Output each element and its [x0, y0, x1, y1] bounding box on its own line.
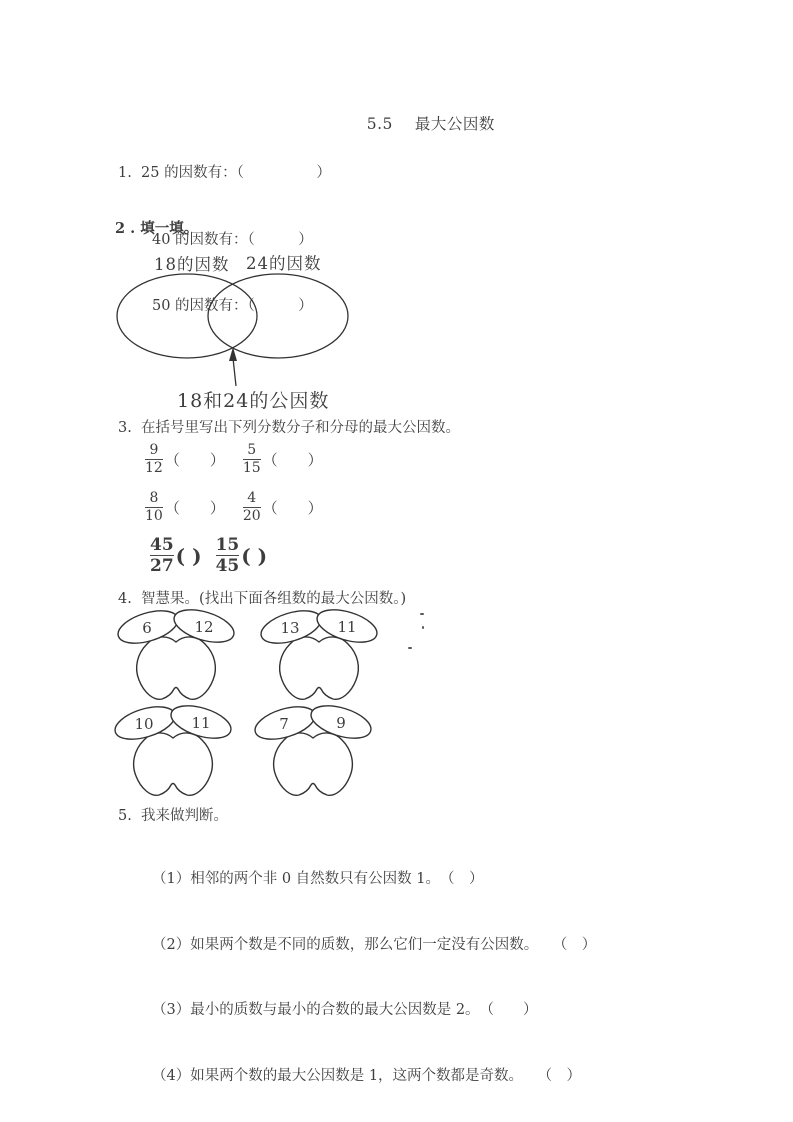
fraction-denominator: 20	[242, 508, 261, 524]
answer-parens: （ ）	[164, 451, 225, 469]
q5-item-3: （3）最小的质数与最小的合数的最大公因数是 2。 （ ）	[152, 1002, 538, 1019]
apple-body	[274, 733, 353, 795]
fraction-numerator: 5	[247, 442, 257, 458]
fraction-numerator: 9	[149, 442, 159, 458]
fraction-denominator: 45	[215, 556, 240, 576]
scan-artifact	[422, 626, 424, 629]
venn-left-ellipse	[117, 274, 257, 358]
question-5-items	[152, 829, 596, 1122]
fraction-row-1	[145, 443, 341, 476]
fraction-denominator: 12	[145, 460, 163, 476]
apple-left-number: 7	[279, 715, 289, 733]
apple-body	[134, 733, 213, 795]
fraction-row-2	[145, 491, 341, 524]
venn-arrow-label: 18和24的公因数	[177, 390, 330, 412]
fraction	[243, 443, 261, 476]
fraction-numerator: 4	[247, 490, 257, 506]
page-title	[345, 94, 495, 152]
apple-right-number: 9	[336, 714, 346, 732]
q5-item-4: （4）如果两个数的最大公因数是 1，这两个数都是奇数。 （ ）	[152, 1068, 582, 1085]
venn-diagram	[110, 268, 360, 393]
apple-right-number: 11	[191, 714, 211, 732]
fraction-row-3	[150, 536, 281, 575]
apple-right-number: 12	[194, 618, 214, 636]
question-4-label: 4. 智慧果。(找出下面各组数的最大公因数。)	[118, 591, 407, 607]
venn-right-ellipse	[208, 274, 348, 358]
question-3-label: 3. 在括号里写出下列分数分子和分母的最大公因数。	[118, 420, 461, 436]
venn-left-label: 18的因数	[154, 255, 230, 274]
apple-body	[137, 637, 216, 699]
apple-left-number: 6	[142, 619, 152, 637]
question-5-label: 5. 我来做判断。	[118, 808, 229, 824]
venn-right-label: 24的因数	[246, 254, 322, 273]
fraction	[150, 536, 174, 575]
apple-left-number: 13	[280, 619, 300, 637]
q5-item-1: （1）相邻的两个非 0 自然数只有公因数 1。 （ ）	[152, 871, 484, 887]
answer-parens: （ ）	[164, 499, 225, 517]
apple-figure-2	[258, 606, 380, 702]
fraction-numerator: 15	[215, 535, 240, 555]
q1-line-1: 1. 25 的因数有：（ ）	[118, 165, 331, 181]
fraction	[145, 491, 163, 524]
venn-arrow-line	[233, 358, 236, 386]
fraction-denominator: 15	[242, 460, 261, 476]
q5-item-2: （2）如果两个数是不同的质数，那么它们一定没有公因数。 （ ）	[152, 936, 597, 953]
q1-line-2: 40 的因数有：（ ）	[152, 231, 313, 248]
fraction	[243, 491, 261, 524]
section-number: 5.5	[366, 115, 393, 133]
question-2-label: 2 . 填一填。	[115, 220, 199, 237]
title-text: 最大公因数	[414, 115, 495, 133]
fraction-denominator: 27	[150, 556, 174, 576]
fraction-numerator: 45	[150, 535, 174, 555]
apple-figure-1	[115, 606, 237, 702]
fraction	[216, 536, 240, 575]
apple-figure-4	[252, 702, 374, 798]
apple-figure-3	[112, 702, 234, 798]
answer-parens: ( )	[175, 543, 202, 568]
apple-left-number: 10	[134, 715, 154, 733]
scan-artifact	[420, 613, 424, 615]
answer-parens: （ ）	[262, 499, 323, 517]
answer-parens: ( )	[241, 543, 268, 568]
fraction	[145, 443, 163, 476]
apple-body	[280, 637, 359, 699]
fraction-denominator: 10	[145, 508, 163, 524]
answer-parens: （ ）	[262, 451, 323, 469]
apple-right-number: 11	[337, 618, 357, 636]
fraction-numerator: 8	[149, 490, 159, 506]
scan-artifact	[408, 647, 412, 649]
q1-line-3: 50 的因数有：（ ）	[152, 298, 313, 314]
